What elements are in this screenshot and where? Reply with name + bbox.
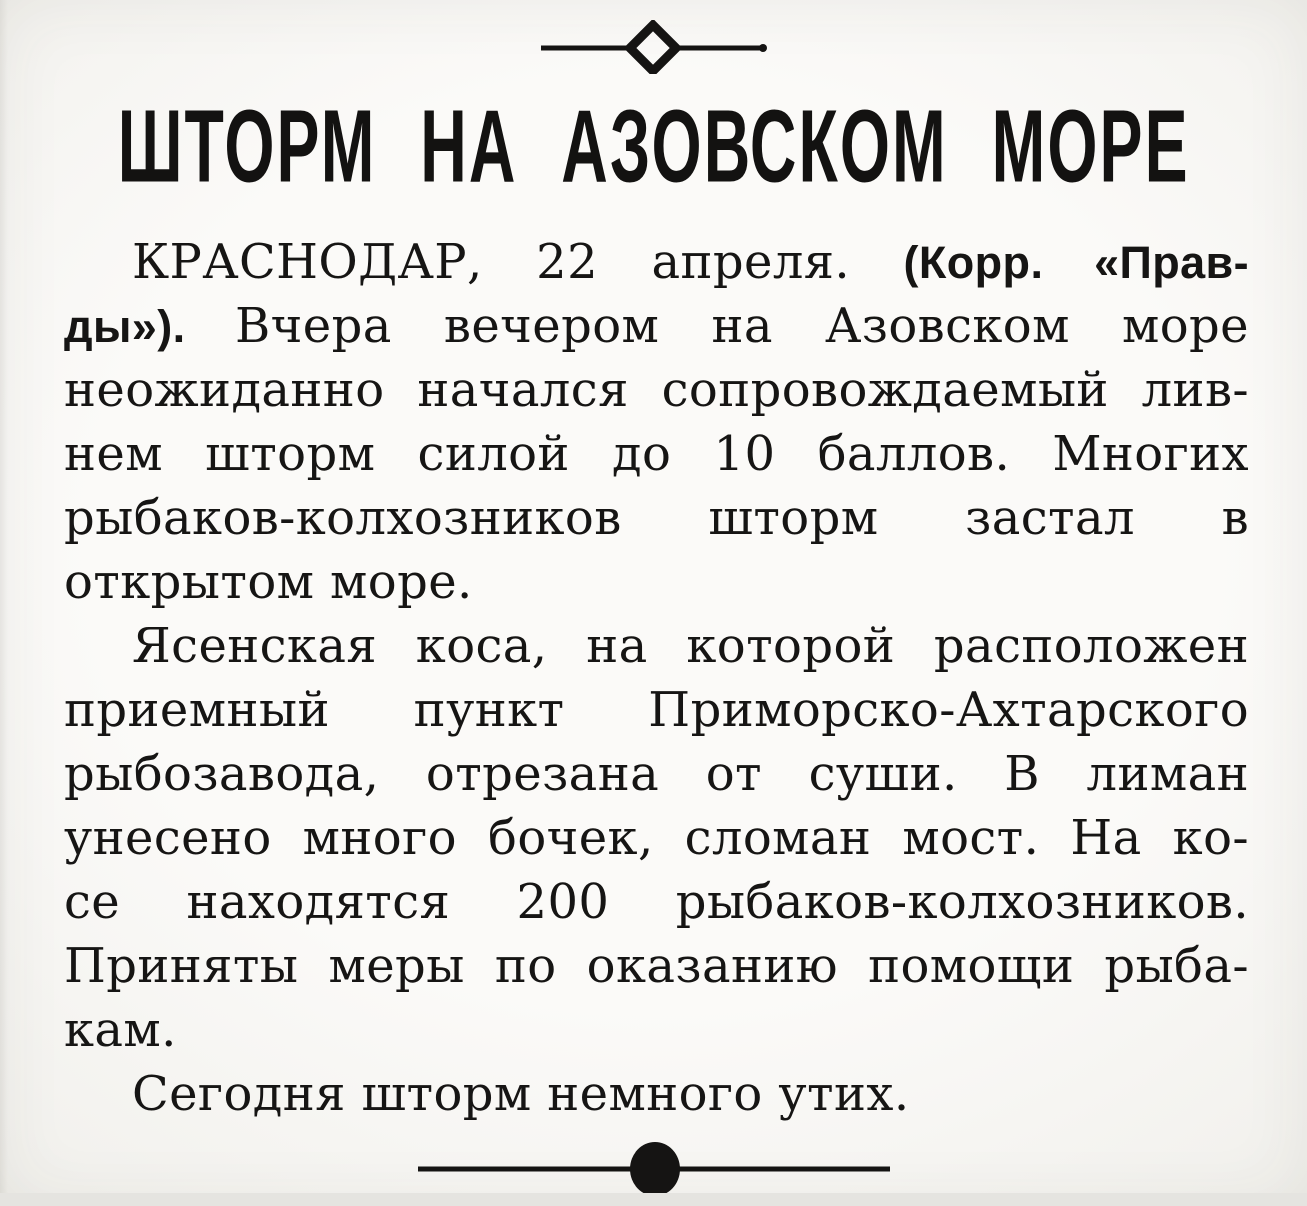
body-line	[64, 1062, 1249, 1126]
body-line	[64, 678, 1249, 742]
body-text: се находятся 200 рыбаков-колхозников.	[64, 874, 1249, 930]
article-body	[64, 230, 1249, 1126]
body-line	[64, 806, 1249, 870]
headline-row	[0, 90, 1307, 204]
body-line	[64, 934, 1249, 998]
body-line	[64, 294, 1249, 358]
body-text: Ясенская коса, на которой расположен	[132, 618, 1249, 674]
body-line	[64, 422, 1249, 486]
body-text: нем шторм силой до 10 баллов. Многих	[64, 426, 1249, 482]
body-line	[64, 998, 1249, 1062]
body-line	[64, 486, 1249, 550]
body-text: приемный пункт Приморско-Ахтарского	[64, 682, 1249, 738]
body-text-bold: ды»).	[64, 301, 235, 352]
body-line	[64, 742, 1249, 806]
body-text-bold: (Корр. «Прав-	[903, 237, 1249, 288]
body-line	[64, 550, 1249, 614]
scan-edge-left	[0, 0, 8, 1206]
body-text: Вчера вечером на Азовском море	[234, 298, 1249, 354]
body-line	[64, 358, 1249, 422]
body-text: открытом море.	[64, 554, 473, 610]
body-line	[64, 870, 1249, 934]
body-text: рыбаков-колхозников шторм застал в	[64, 490, 1249, 546]
body-line	[64, 230, 1249, 294]
article-headline: ШТОРМ НА АЗОВСКОМ МОРЕ	[117, 89, 1190, 204]
body-line	[64, 614, 1249, 678]
body-text: унесено много бочек, сломан мост. На ко-	[64, 810, 1249, 866]
bottom-divider	[0, 1140, 1307, 1196]
body-text: КРАСНОДАР, 22 апреля.	[132, 234, 904, 290]
dot-rule-icon	[415, 1140, 893, 1196]
body-text: кам.	[64, 1002, 177, 1058]
body-text: Приняты меры по оказанию помощи рыба-	[64, 938, 1249, 994]
body-text: рыбозавода, отрезана от суши. В лиман	[64, 746, 1249, 802]
body-text: Сегодня шторм немного утих.	[132, 1066, 910, 1122]
diamond-rule-icon	[538, 20, 770, 74]
scan-edge-bottom	[0, 1193, 1307, 1206]
top-divider	[0, 0, 1307, 74]
body-text: неожиданно начался сопровождаемый лив-	[64, 362, 1249, 418]
